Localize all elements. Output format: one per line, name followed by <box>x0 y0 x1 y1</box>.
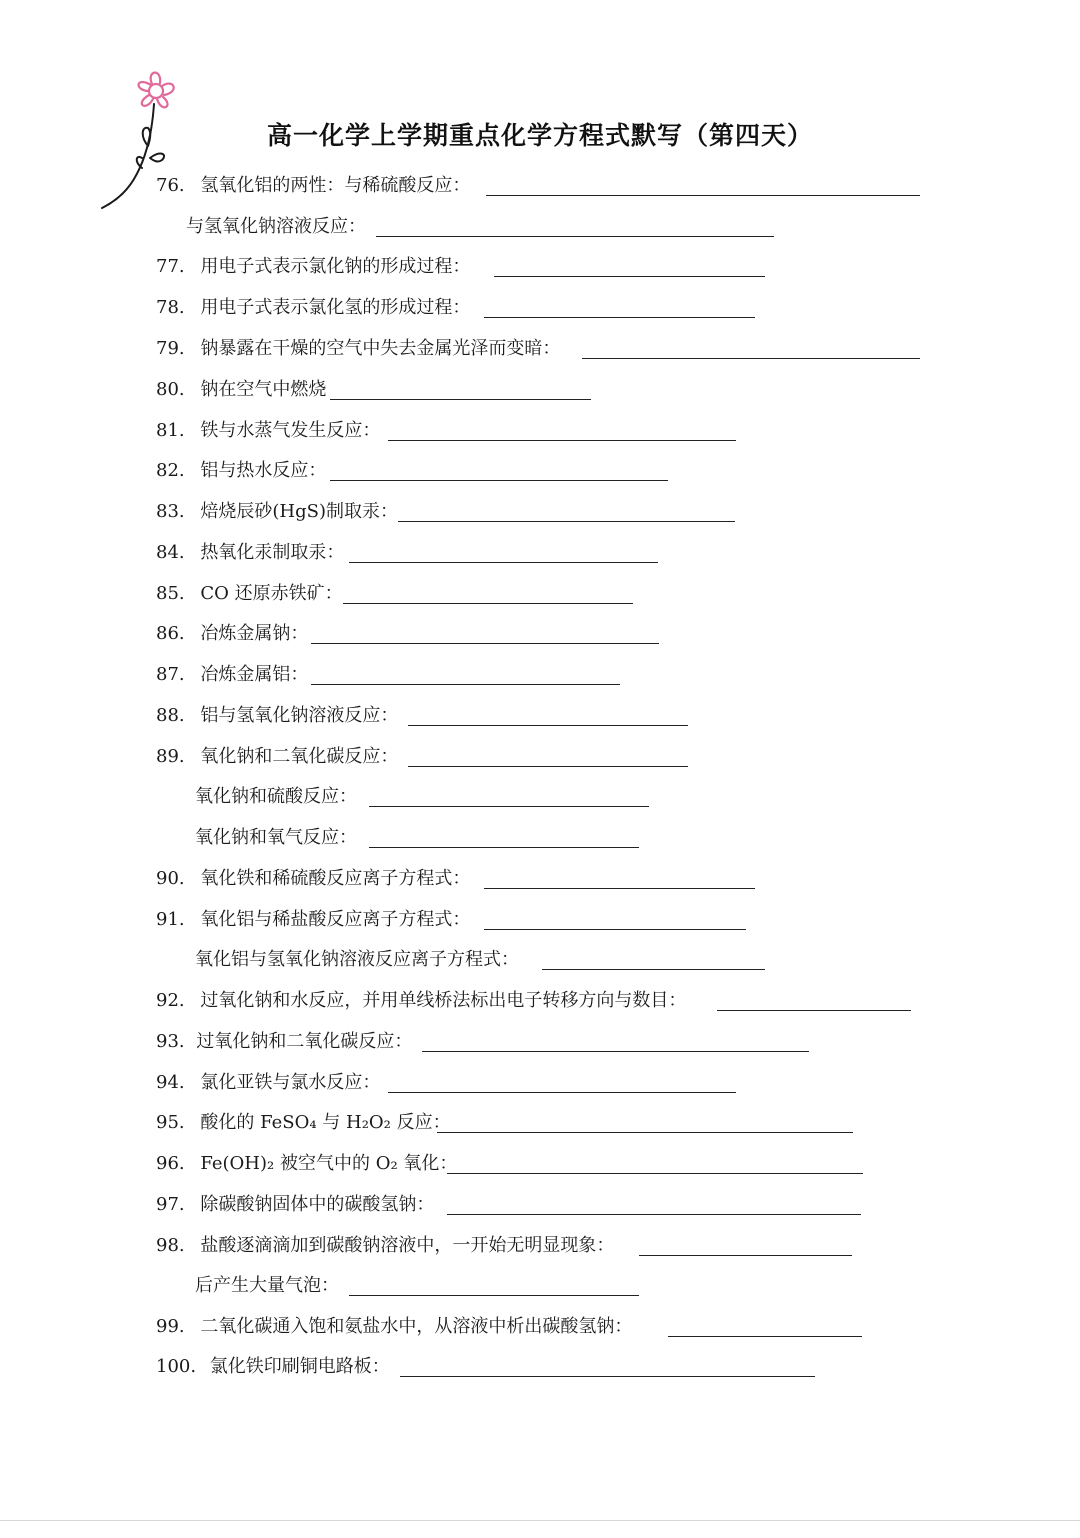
answer-blank[interactable] <box>369 806 649 807</box>
question-76 <box>156 171 470 201</box>
question-prompt: 二氧化碳通入饱和氨盐水中，从溶液中析出碳酸氢钠： <box>200 1316 633 1337</box>
question-84 <box>156 538 344 568</box>
question-prompt: 盐酸逐滴滴加到碳酸钠溶液中，一开始无明显现象： <box>200 1235 615 1256</box>
answer-blank[interactable] <box>484 929 746 930</box>
question-number: 98. <box>156 1235 185 1256</box>
answer-blank[interactable] <box>447 1173 863 1174</box>
question-prompt: 用电子式表示氯化钠的形成过程： <box>200 256 471 277</box>
question-number: 99. <box>156 1316 185 1337</box>
answer-blank[interactable] <box>486 195 920 196</box>
answer-blank[interactable] <box>639 1255 852 1256</box>
question-prompt: 热氧化汞制取汞： <box>200 542 345 563</box>
question-76-sub <box>186 212 366 242</box>
answer-blank[interactable] <box>400 1376 815 1377</box>
question-100 <box>156 1352 390 1382</box>
question-98 <box>156 1231 614 1261</box>
question-number: 89. <box>156 746 185 767</box>
question-prompt: 除碳酸钠固体中的碳酸氢钠： <box>200 1194 435 1215</box>
answer-blank[interactable] <box>484 888 755 889</box>
answer-blank[interactable] <box>330 399 591 400</box>
question-number: 83. <box>156 501 185 522</box>
question-88 <box>156 701 398 731</box>
question-89 <box>156 742 398 772</box>
question-83 <box>156 497 398 527</box>
question-prompt: 氯化铁印刷铜电路板： <box>209 1356 390 1377</box>
question-prompt: 冶炼金属钠： <box>200 623 309 644</box>
question-92 <box>156 986 686 1016</box>
question-85 <box>156 579 343 609</box>
question-prompt: 铝与氢氧化钠溶液反应： <box>200 705 399 726</box>
question-number: 78. <box>156 297 185 318</box>
answer-blank[interactable] <box>494 276 765 277</box>
question-number: 91. <box>156 909 185 930</box>
question-number: 94. <box>156 1072 185 1093</box>
answer-blank[interactable] <box>349 562 658 563</box>
answer-blank[interactable] <box>388 1092 736 1093</box>
question-96 <box>156 1149 457 1179</box>
answer-blank[interactable] <box>343 603 633 604</box>
question-number: 92. <box>156 990 185 1011</box>
answer-blank[interactable] <box>542 969 765 970</box>
question-95 <box>156 1108 451 1138</box>
question-number: 79. <box>156 338 185 359</box>
question-prompt: 氧化铁和稀硫酸反应离子方程式： <box>200 868 471 889</box>
answer-blank[interactable] <box>484 317 755 318</box>
question-number: 81. <box>156 420 185 441</box>
question-number: 85. <box>156 583 185 604</box>
question-80 <box>156 375 326 405</box>
question-78 <box>156 293 470 323</box>
question-number: 76. <box>156 175 185 196</box>
answer-blank[interactable] <box>447 1214 861 1215</box>
answer-blank[interactable] <box>311 684 620 685</box>
answer-blank[interactable] <box>422 1051 809 1052</box>
question-prompt: Fe(OH)₂ 被空气中的 O₂ 氧化： <box>200 1153 458 1174</box>
question-prompt: 过氧化钠和二氧化碳反应： <box>196 1031 413 1052</box>
question-prompt: 氧化钠和硫酸反应： <box>195 786 357 807</box>
question-prompt: 过氧化钠和水反应，并用单线桥法标出电子转移方向与数目： <box>200 990 687 1011</box>
answer-blank[interactable] <box>408 766 688 767</box>
question-91 <box>156 905 470 935</box>
question-number: 87. <box>156 664 185 685</box>
answer-blank[interactable] <box>376 236 774 237</box>
question-prompt: 氢氧化铝的两性：与稀硫酸反应： <box>200 175 471 196</box>
question-79 <box>156 334 560 364</box>
question-prompt: 氧化铝与稀盐酸反应离子方程式： <box>200 909 471 930</box>
question-89-sub-b <box>195 823 357 853</box>
question-number: 86. <box>156 623 185 644</box>
answer-blank[interactable] <box>369 847 639 848</box>
answer-blank[interactable] <box>717 1010 911 1011</box>
answer-blank[interactable] <box>388 440 736 441</box>
answer-blank[interactable] <box>349 1295 639 1296</box>
question-prompt: 冶炼金属铝： <box>200 664 309 685</box>
question-prompt: 氧化铝与氢氧化钠溶液反应离子方程式： <box>195 949 519 970</box>
question-prompt: 氧化钠和氧气反应： <box>195 827 357 848</box>
question-number: 93. <box>156 1031 185 1052</box>
question-number: 88. <box>156 705 185 726</box>
answer-blank[interactable] <box>330 480 668 481</box>
question-number: 77. <box>156 256 185 277</box>
question-91-sub <box>195 945 519 975</box>
answer-blank[interactable] <box>437 1132 853 1133</box>
question-93 <box>156 1027 412 1057</box>
question-prompt: 氯化亚铁与氯水反应： <box>200 1072 381 1093</box>
question-prompt: 与氢氧化钠溶液反应： <box>186 216 366 237</box>
question-prompt: 酸化的 FeSO₄ 与 H₂O₂ 反应： <box>200 1112 451 1133</box>
question-94 <box>156 1068 380 1098</box>
question-98-sub <box>195 1271 339 1301</box>
question-86 <box>156 619 308 649</box>
answer-blank[interactable] <box>582 358 920 359</box>
answer-blank[interactable] <box>311 643 659 644</box>
question-number: 84. <box>156 542 185 563</box>
question-prompt: 钠暴露在干燥的空气中失去金属光泽而变暗： <box>200 338 561 359</box>
question-87 <box>156 660 308 690</box>
question-prompt: 用电子式表示氯化氢的形成过程： <box>200 297 471 318</box>
answer-blank[interactable] <box>398 521 735 522</box>
question-77 <box>156 252 470 282</box>
question-prompt: 后产生大量气泡： <box>195 1275 339 1296</box>
question-number: 82. <box>156 460 185 481</box>
question-prompt: 氧化钠和二氧化碳反应： <box>200 746 399 767</box>
question-prompt: 钠在空气中燃烧 <box>200 379 327 400</box>
question-89-sub-a <box>195 782 357 812</box>
question-prompt: 铁与水蒸气发生反应： <box>200 420 381 441</box>
question-prompt: 铝与热水反应： <box>200 460 327 481</box>
question-number: 96. <box>156 1153 185 1174</box>
question-prompt: 焙烧辰砂(HgS)制取汞： <box>200 501 398 522</box>
question-number: 97. <box>156 1194 185 1215</box>
page-bottom-divider <box>0 1520 1080 1521</box>
question-prompt: CO 还原赤铁矿： <box>200 583 343 604</box>
question-number: 95. <box>156 1112 185 1133</box>
question-number: 90. <box>156 868 185 889</box>
worksheet-title: 高一化学上学期重点化学方程式默写（第四天） <box>266 121 813 150</box>
question-90 <box>156 864 470 894</box>
answer-blank[interactable] <box>408 725 688 726</box>
question-82 <box>156 456 326 486</box>
question-97 <box>156 1190 434 1220</box>
question-number: 80. <box>156 379 185 400</box>
question-81 <box>156 416 380 446</box>
question-99 <box>156 1312 632 1342</box>
question-number: 100. <box>156 1356 197 1377</box>
answer-blank[interactable] <box>668 1336 862 1337</box>
